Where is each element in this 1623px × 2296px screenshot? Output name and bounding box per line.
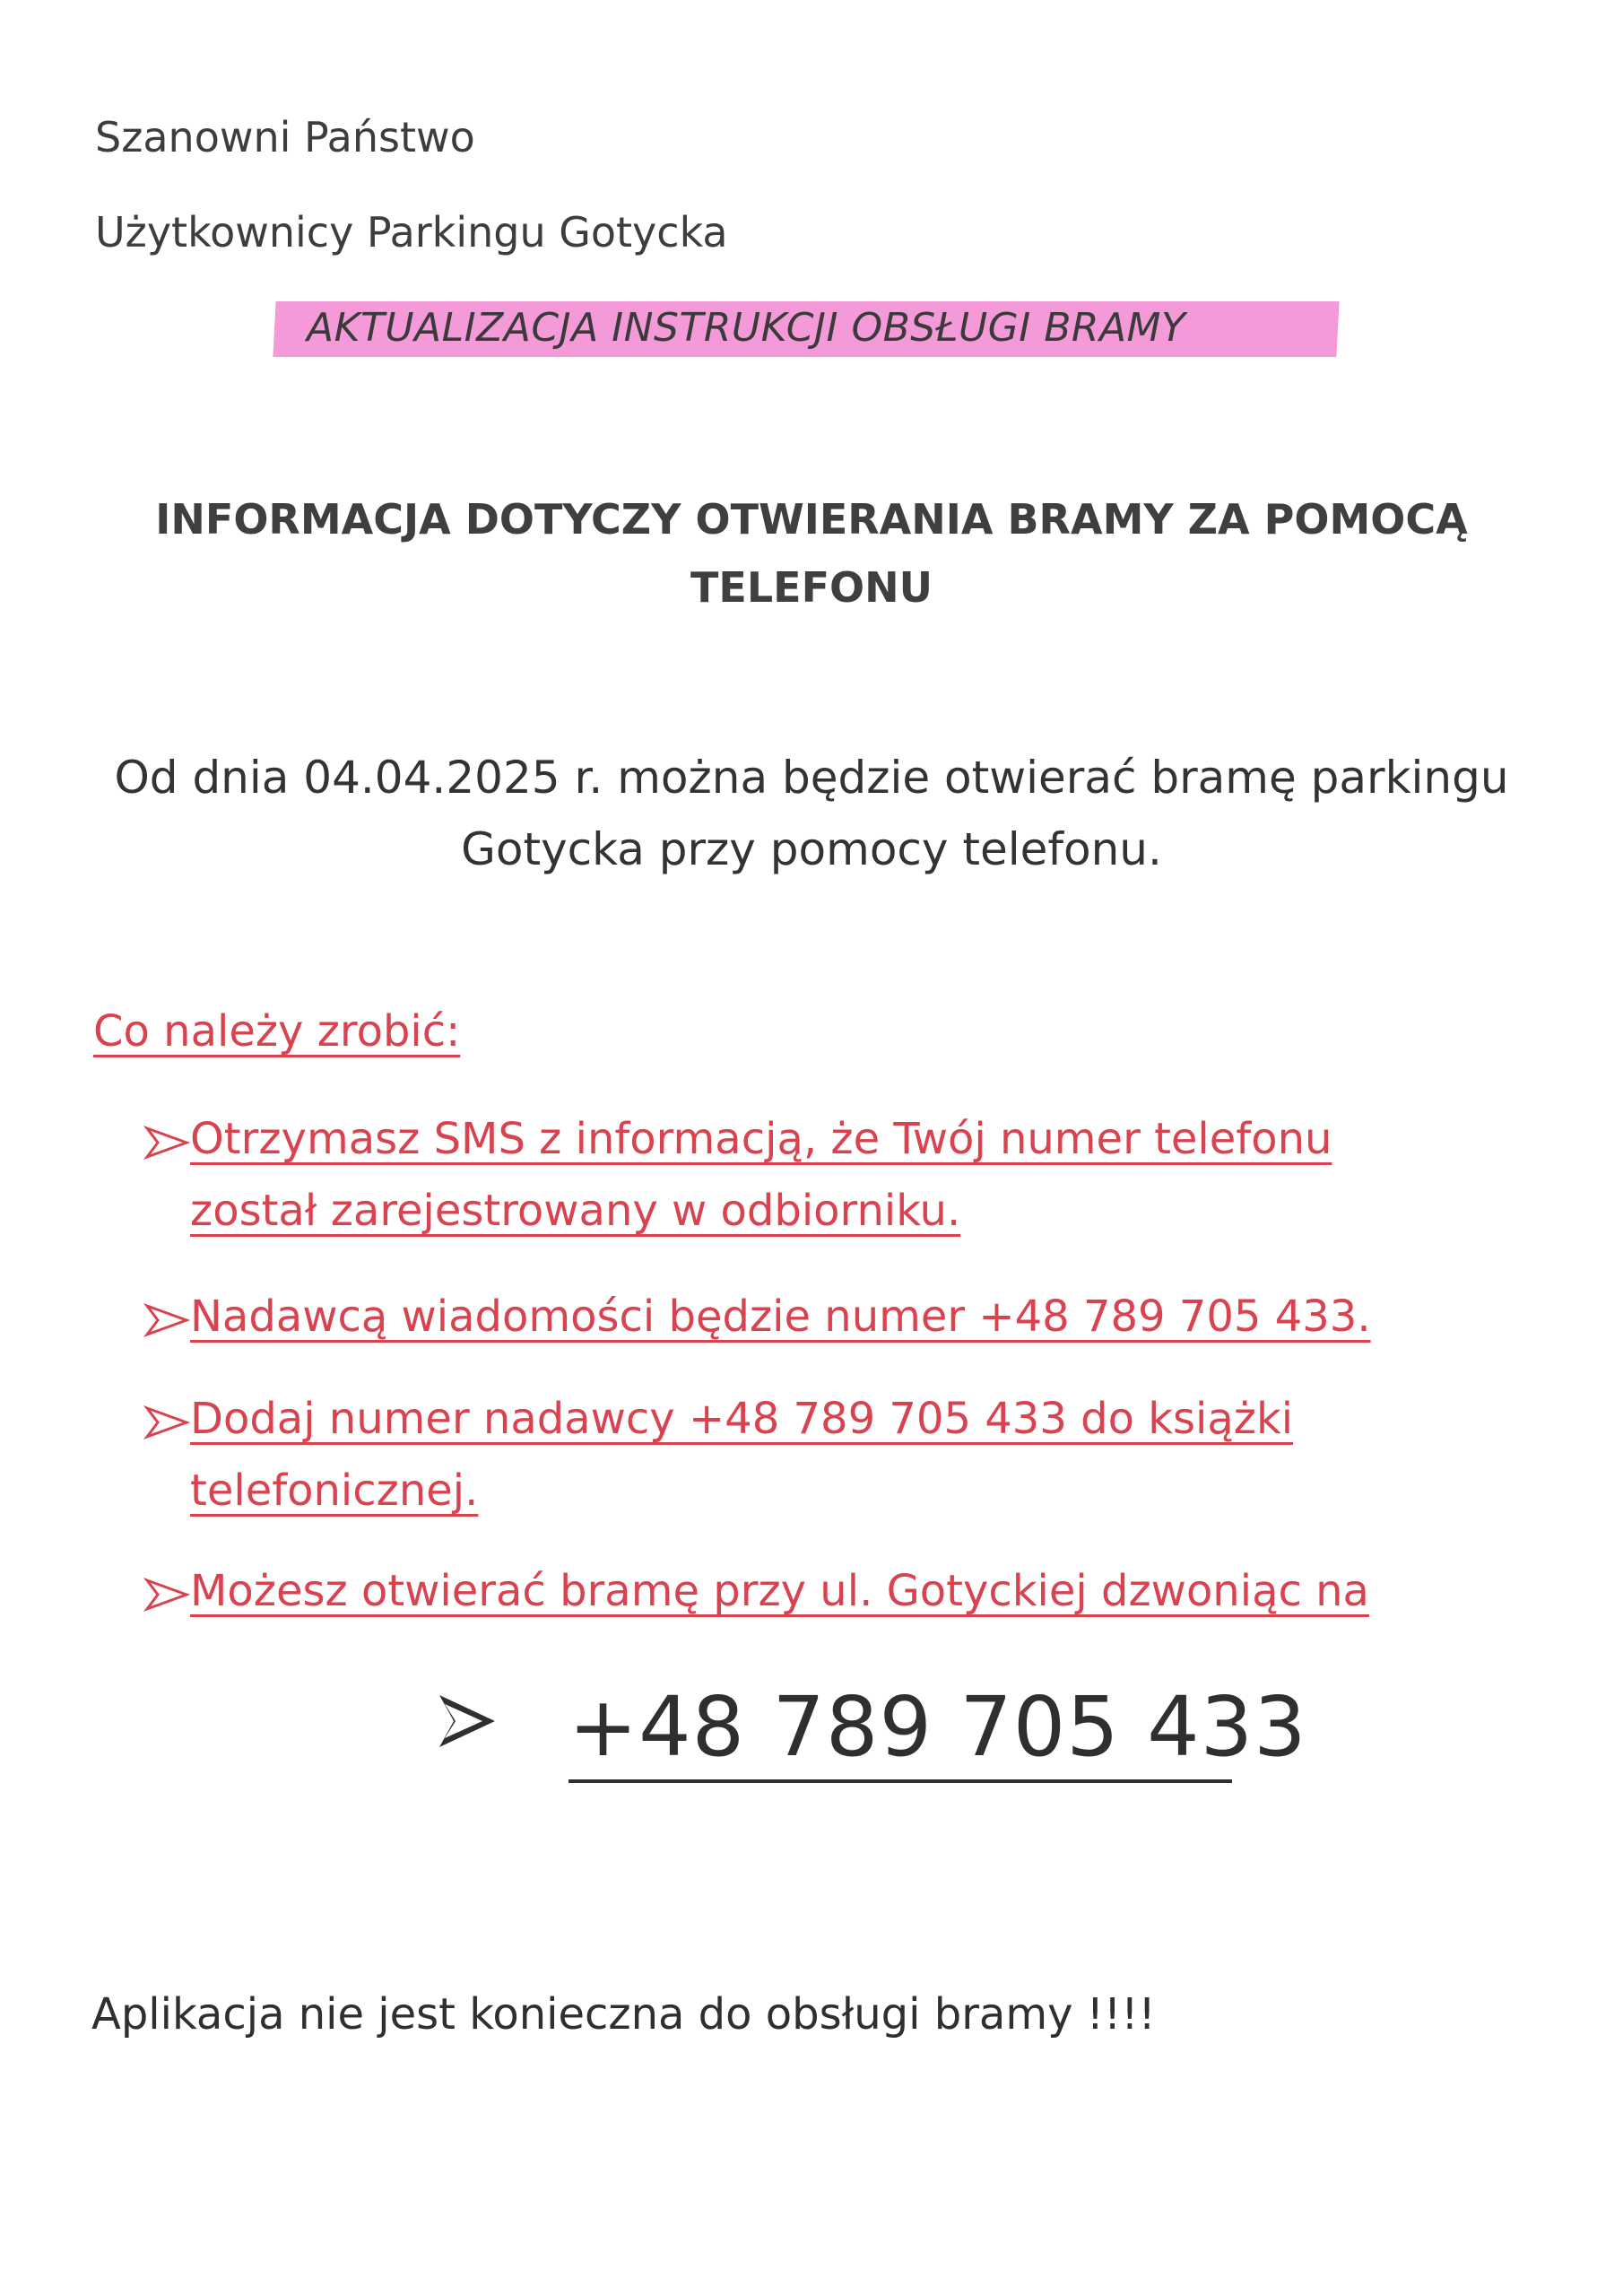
gate-phone-number[interactable]: +48 789 705 433 [568,1679,1307,1775]
instruction-item-4-line-1: Możesz otwierać bramę przy ul. Gotyckiej dzwoniąc na [190,1566,1369,1616]
app-not-required-note: Aplikacja nie jest konieczna do obsługi bramy !!!! [91,1989,1156,2039]
heading-line-1: INFORMACJA DOTYCZY OTWIERANIA BRAMY ZA POMOCĄ [155,495,1468,544]
info-line-1: Od dnia 04.04.2025 r. można będzie otwierać bramę parkingu [114,752,1509,804]
instruction-item-2-line-1: Nadawcą wiadomości będzie numer +48 789 705 433. [190,1292,1371,1342]
instructions-title: Co należy zrobić: [93,1006,461,1057]
instruction-item-3-line-1: Dodaj numer nadawcy +48 789 705 433 do książki [190,1394,1294,1444]
salutation-line: Szanowni Państwo [95,113,475,161]
update-title: AKTUALIZACJA INSTRUKCJI OBSŁUGI BRAMY [307,305,1186,351]
heading-line-2: TELEFONU [690,563,933,612]
instruction-item-1-line-1: Otrzymasz SMS z informacją, że Twój numer telefonu [190,1114,1332,1164]
arrow-bullet-icon [143,1125,190,1161]
info-line-2: Gotycka przy pomocy telefonu. [461,823,1162,875]
instruction-item-3-line-2: telefonicznej. [190,1465,479,1516]
instruction-item-1-line-2: został zarejestrowany w odbiorniku. [190,1186,961,1236]
arrow-bullet-icon [436,1692,499,1751]
arrow-bullet-icon [143,1405,190,1440]
addressee-line: Użytkownicy Parkingu Gotycka [95,208,728,257]
phone-underline [568,1779,1232,1783]
arrow-bullet-icon [143,1302,190,1338]
arrow-bullet-icon [143,1577,190,1613]
